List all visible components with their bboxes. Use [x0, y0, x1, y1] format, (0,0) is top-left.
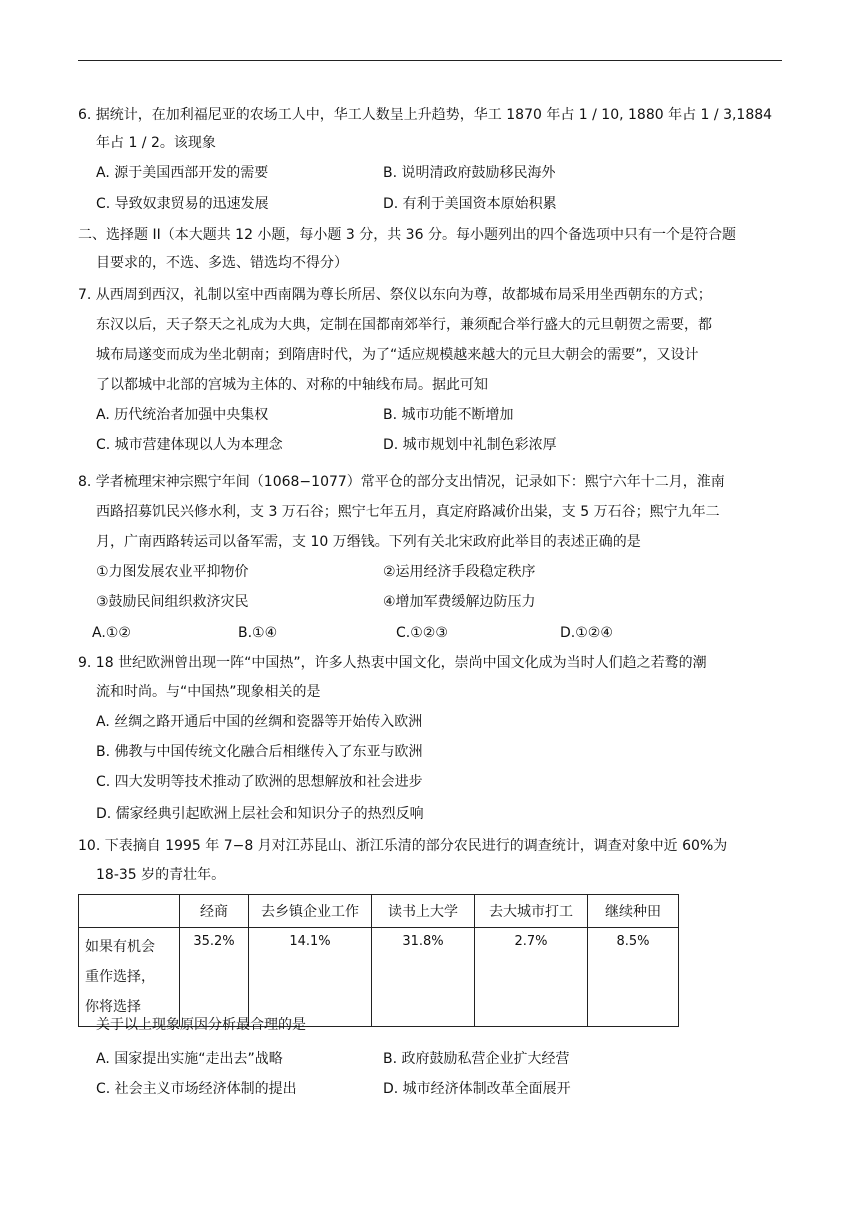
q9-option-d: D. 儒家经典引起欧洲上层社会和知识分子的热烈反响 — [96, 806, 424, 822]
q7-stem-line1: 7. 从西周到西汉，礼制以室中西南隅为尊长所居、祭仪以东向为尊，故都城布局采用坐西朝东的方式； — [78, 287, 712, 303]
table-header-cell: 继续种田 — [588, 895, 679, 928]
q8-stem-line1: 8. 学者梳理宋神宗熙宁年间（1068−1077）常平仓的部分支出情况，记录如下：熙宁六年十二月，淮南 — [78, 474, 725, 490]
row-label-line: 重作选择， — [85, 969, 155, 985]
table-header-row — [79, 895, 679, 928]
q6-stem-line2: 年占 1 / 2。该现象 — [96, 135, 216, 151]
q8-option-d: D.①②④ — [560, 625, 613, 641]
q9-stem-line1: 9. 18 世纪欧洲曾出现一阵“中国热”，许多人热衷中国文化，崇尚中国文化成为当时人们趋之若鹜的潮 — [78, 655, 707, 671]
survey-table — [78, 894, 679, 1027]
q6-option-a: A. 源于美国西部开发的需要 — [96, 165, 269, 181]
q9-option-b: B. 佛教与中国传统文化融合后相继传入了东亚与欧洲 — [96, 744, 423, 760]
row-label-line: 如果有机会 — [85, 939, 155, 955]
row-label-line: 你将选择 — [85, 999, 141, 1015]
section2-heading-line2: 目要求的，不选、多选、错选均不得分） — [96, 255, 348, 271]
q9-option-c: C. 四大发明等技术推动了欧洲的思想解放和社会进步 — [96, 774, 423, 790]
table-header-cell: 读书上大学 — [372, 895, 475, 928]
q7-option-b: B. 城市功能不断增加 — [383, 407, 514, 423]
q10-option-d: D. 城市经济体制改革全面展开 — [383, 1081, 571, 1097]
table-cell: 31.8% — [372, 928, 475, 1027]
q6-option-c: C. 导致奴隶贸易的迅速发展 — [96, 196, 269, 212]
q10-stem-line1: 10. 下表摘自 1995 年 7−8 月对江苏昆山、浙江乐清的部分农民进行的调查统计，调查对象中近 60%为 — [78, 838, 728, 854]
table-header-cell: 去大城市打工 — [475, 895, 588, 928]
q6-option-b: B. 说明清政府鼓励移民海外 — [383, 165, 556, 181]
q8-option-a: A.①② — [92, 625, 131, 641]
table-cell: 35.2% — [180, 928, 249, 1027]
q6-stem-line1: 6. 据统计，在加利福尼亚的农场工人中，华工人数呈上升趋势，华工 1870 年占 1 / 10, 1880 年占 1 / 3,1884 — [78, 107, 773, 123]
q7-stem-line3: 城布局遂变而成为坐北朝南；到隋唐时代，为了“适应规模越来越大的元旦大朝会的需要”，又设计 — [96, 347, 699, 363]
q8-item-2: ②运用经济手段稳定秩序 — [383, 564, 536, 580]
q6-option-d: D. 有利于美国资本原始积累 — [383, 196, 557, 212]
q10-option-a: A. 国家提出实施“走出去”战略 — [96, 1051, 283, 1067]
q7-stem-line4: 了以都城中北部的宫城为主体的、对称的中轴线布局。据此可知 — [96, 377, 488, 393]
q8-item-3: ③鼓励民间组织救济灾民 — [96, 594, 249, 610]
q10-option-c: C. 社会主义市场经济体制的提出 — [96, 1081, 297, 1097]
q8-stem-line3: 月，广南西路转运司以备军需，支 10 万缗钱。下列有关北宋政府此举目的表述正确的是 — [96, 534, 641, 550]
q9-stem-line2: 流和时尚。与“中国热”现象相关的是 — [96, 684, 321, 700]
table-header-cell — [79, 895, 180, 928]
table-cell: 8.5% — [588, 928, 679, 1027]
table-cell: 14.1% — [249, 928, 372, 1027]
table-header-cell: 经商 — [180, 895, 249, 928]
q7-option-d: D. 城市规划中礼制色彩浓厚 — [383, 437, 557, 453]
q7-option-c: C. 城市营建体现以人为本理念 — [96, 437, 283, 453]
q10-prompt: 关于以上现象原因分析最合理的是 — [96, 1017, 306, 1033]
q8-item-4: ④增加军费缓解边防压力 — [383, 594, 536, 610]
q8-item-1: ①力图发展农业平抑物价 — [96, 564, 249, 580]
q9-option-a: A. 丝绸之路开通后中国的丝绸和瓷器等开始传入欧洲 — [96, 714, 423, 730]
q8-option-c: C.①②③ — [396, 625, 448, 641]
q7-stem-line2: 东汉以后，天子祭天之礼成为大典，定制在国都南郊举行，兼须配合举行盛大的元旦朝贺之需要，都 — [96, 317, 712, 333]
q10-stem-line2: 18-35 岁的青壮年。 — [96, 867, 226, 883]
q8-stem-line2: 西路招募饥民兴修水利，支 3 万石谷；熙宁七年五月，真定府路减价出粜，支 5 万石谷；熙宁九年二 — [96, 504, 720, 520]
q8-option-b: B.①④ — [238, 625, 278, 641]
table-cell: 2.7% — [475, 928, 588, 1027]
table-row — [79, 928, 679, 1027]
q10-option-b: B. 政府鼓励私营企业扩大经营 — [383, 1051, 570, 1067]
q7-option-a: A. 历代统治者加强中央集权 — [96, 407, 269, 423]
table-row-label — [79, 928, 180, 1027]
section2-heading-line1: 二、选择题 II（本大题共 12 小题，每小题 3 分，共 36 分。每小题列出的四个备选项中只有一个是符合题 — [78, 227, 736, 243]
header-rule — [78, 60, 782, 61]
table-header-cell: 去乡镇企业工作 — [249, 895, 372, 928]
